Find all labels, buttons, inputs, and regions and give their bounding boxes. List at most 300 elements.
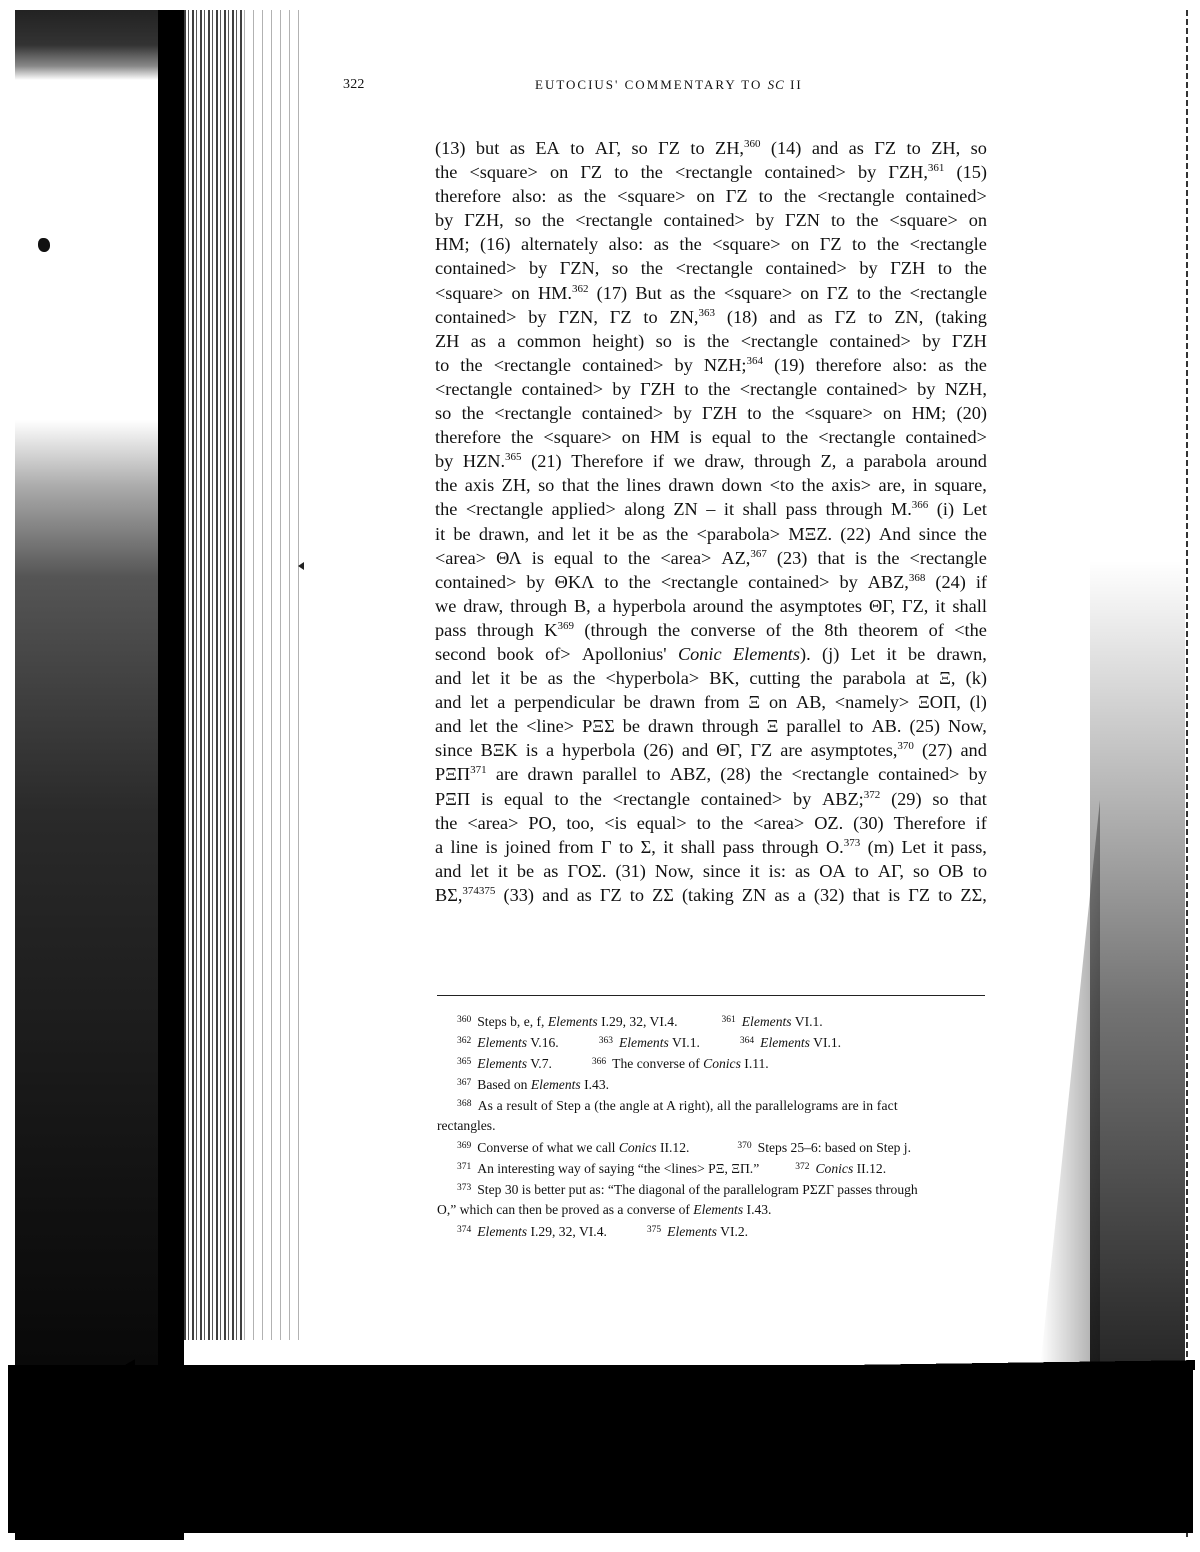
word: it [933, 836, 944, 857]
word: <namely> [834, 692, 910, 713]
word: (30) [853, 812, 884, 833]
word: contained> [435, 258, 517, 279]
text-line [435, 618, 987, 642]
word: the [801, 475, 824, 496]
word: hyperbola [562, 740, 636, 761]
footnote-text: II.12. [656, 1140, 690, 1155]
word: to [852, 234, 867, 255]
word: the [511, 427, 534, 448]
word: ΓZN, [558, 306, 598, 327]
word: Σ, [640, 836, 656, 857]
word: contained> [435, 306, 517, 327]
word: through [825, 499, 883, 520]
footnote-ref: 367 [750, 547, 767, 560]
word: equal [554, 547, 594, 568]
word: contained> [582, 354, 664, 375]
word: (m) [867, 836, 895, 857]
word: by [674, 354, 693, 375]
word: along [624, 499, 665, 520]
text-line [435, 208, 987, 232]
word: is [887, 884, 901, 905]
word: contained> [581, 403, 664, 424]
word: shall [742, 499, 778, 520]
word: the [810, 668, 833, 689]
word: the [771, 403, 795, 424]
word: cutting [749, 668, 801, 689]
footnote-text: I.43. [743, 1202, 772, 1217]
word: the [495, 716, 519, 737]
text-line [435, 136, 987, 160]
footnote-italic: Elements [693, 1202, 744, 1217]
word: (taking [681, 884, 734, 905]
footnote-italic: Conics [618, 1140, 657, 1155]
footnote-italic: Elements [530, 1077, 581, 1092]
word: the [720, 812, 744, 833]
footnote [457, 1077, 609, 1092]
word: as [848, 138, 864, 158]
footnote-rule [437, 995, 985, 996]
word: the [783, 186, 807, 207]
word: around [692, 595, 744, 616]
word: since [702, 860, 741, 881]
word: ΑΓ, [594, 138, 622, 158]
text-line [435, 522, 987, 546]
footnote-line [437, 1052, 987, 1073]
word: by [755, 210, 775, 231]
footnote-number: 365 [457, 1057, 472, 1067]
word: ZH,$^{360}$ [715, 138, 761, 158]
word: parallel [786, 716, 842, 737]
footnotes [437, 1010, 987, 1241]
word: as [543, 860, 559, 881]
footnote [647, 1224, 748, 1239]
word: drawn [527, 764, 574, 785]
word: OA [819, 860, 846, 881]
footnote [457, 1161, 759, 1176]
word: the [435, 812, 458, 833]
footnote-ref: 371 [470, 764, 487, 777]
word: be [907, 643, 926, 664]
word: so [655, 330, 672, 351]
footnote-number: 362 [457, 1036, 472, 1046]
footnote-text: Steps b, e, f, [477, 1014, 548, 1029]
word: contained> [764, 162, 846, 183]
word: perpendicular [514, 692, 615, 713]
word: <square> [723, 282, 793, 303]
word: also: [511, 186, 547, 207]
word: <rectangle [909, 234, 987, 255]
word: we [673, 451, 695, 472]
word: axis [464, 475, 495, 496]
word: by [435, 210, 454, 231]
word: ΓZ [874, 138, 897, 158]
word: by [792, 788, 812, 809]
word: to [937, 258, 952, 279]
text-line [435, 762, 987, 786]
word: as [547, 668, 563, 689]
word: <rectangle [575, 210, 653, 231]
word: (15) [956, 162, 987, 183]
word: ZH, [501, 475, 531, 496]
word: <area> [467, 812, 519, 833]
word: so [611, 258, 629, 279]
word: <square> [617, 186, 686, 207]
word: 8th [824, 619, 848, 640]
word: (23) [776, 547, 808, 568]
footnote-italic: Elements [667, 1224, 717, 1239]
word: converse [690, 619, 756, 640]
text-line [435, 377, 987, 401]
word: (19) [774, 354, 805, 375]
word: the [708, 378, 731, 399]
footnote [457, 1035, 559, 1050]
word: let [470, 860, 489, 881]
word: (24) [935, 571, 966, 592]
word: <square> [435, 282, 504, 303]
footnote-text: O,” which can then be proved as a converse of [437, 1202, 694, 1217]
word: by [922, 330, 941, 351]
word: as [938, 354, 954, 375]
word: as [774, 884, 790, 905]
text-line [435, 738, 987, 762]
footnote-text: VI.1. [791, 1014, 823, 1029]
word: the [964, 258, 987, 279]
word: so [913, 860, 930, 881]
word: so [970, 138, 987, 158]
word: drawn [648, 716, 694, 737]
text-line [435, 883, 987, 907]
word: ΓZ [725, 186, 748, 207]
word: (22) [840, 523, 871, 544]
word: (18) [726, 306, 758, 327]
word: NZH;$^{364}$ [703, 354, 763, 375]
word: and [681, 740, 709, 761]
word: is: [768, 860, 786, 881]
word: alternately [520, 234, 599, 255]
word: in [912, 475, 928, 496]
word: a [797, 884, 806, 905]
footnote-text: I.43. [580, 1077, 610, 1092]
page-edges [184, 10, 244, 1340]
word: <rectangle [660, 571, 739, 592]
word: to [603, 547, 618, 568]
word: But [635, 282, 662, 303]
word: theorem [858, 619, 919, 640]
word: as [642, 523, 658, 544]
word: to [938, 884, 953, 905]
word: <rectangle [435, 378, 513, 399]
word: the [679, 234, 702, 255]
footnote [592, 1056, 769, 1071]
word: (31) [615, 860, 646, 881]
word: <parabola> [696, 523, 781, 544]
word: a [497, 692, 506, 713]
word: <rectangle [612, 788, 690, 809]
book-spine [158, 10, 184, 1540]
word: And [879, 523, 911, 544]
word: the [572, 668, 596, 689]
word: by [839, 571, 858, 592]
footnote-number: 372 [795, 1162, 810, 1172]
word: <the [954, 619, 987, 640]
word: if [975, 571, 987, 592]
footnote-text: Based on [477, 1077, 531, 1092]
word: BΞK [480, 740, 518, 761]
word: to [690, 138, 705, 158]
footnote [795, 1161, 886, 1176]
running-title [535, 77, 803, 93]
word: the [879, 282, 902, 303]
word: equal [711, 427, 752, 448]
word: by [528, 306, 547, 327]
word: of [928, 619, 944, 640]
scan-shadow-bottom [8, 1365, 1193, 1533]
word: (16) [480, 234, 511, 255]
footnote-ref: 360 [743, 138, 761, 150]
word: ΓZH [951, 330, 987, 351]
word: Apollonius' [582, 643, 667, 664]
footnote-text: II.12. [853, 1161, 887, 1176]
word: (21) [531, 451, 562, 472]
word: so [631, 138, 648, 158]
word: (28) [720, 764, 751, 785]
word: ABZ,$^{368}$ [867, 571, 926, 592]
word: the [750, 595, 773, 616]
word: square, [934, 475, 987, 496]
footnote-ref: 361 [927, 162, 945, 175]
italic-title: Conic [677, 643, 722, 664]
footnote-line [437, 1010, 987, 1031]
word: equal [504, 788, 544, 809]
word: as [557, 186, 573, 207]
word: it [435, 523, 446, 544]
word: <rectangle [818, 427, 896, 448]
word: ΓZ [658, 138, 680, 158]
text-line [435, 256, 987, 280]
footnote [457, 1182, 918, 1197]
word: parabola [842, 668, 906, 689]
word: Elements). [732, 643, 811, 664]
word: common [517, 330, 581, 351]
word: ΓZ [609, 306, 632, 327]
word: the [693, 282, 716, 303]
word: PO, [528, 812, 557, 833]
text-line [435, 497, 987, 521]
word: contained> [765, 258, 847, 279]
word: be [516, 860, 535, 881]
word: draw, [463, 595, 504, 616]
word: HM; [911, 403, 947, 424]
word: we [435, 595, 457, 616]
word: ΞΟΠ, [918, 692, 961, 713]
footnote-italic: Elements [618, 1035, 669, 1050]
word: by [528, 258, 548, 279]
word: to [619, 836, 634, 857]
text-line [435, 859, 987, 883]
word: and [435, 716, 462, 737]
footnote-number: 367 [457, 1078, 472, 1088]
word: so [932, 788, 949, 809]
word: equal> [636, 812, 687, 833]
word: it [497, 860, 508, 881]
word: pass [785, 499, 818, 520]
word: Let [901, 836, 926, 857]
word: drawn [668, 475, 715, 496]
word: to [747, 403, 762, 424]
word: is [531, 547, 544, 568]
word: by [612, 378, 631, 399]
footnote [457, 1098, 898, 1113]
word: ΡΞΠ [435, 788, 471, 809]
word: pass [722, 836, 755, 857]
word: drawn, [936, 643, 987, 664]
word: at [915, 668, 930, 689]
word: ΡΞΠ$^{371}$ [435, 764, 487, 785]
text-line [435, 160, 987, 184]
word: by [857, 162, 877, 183]
word: ΓZ [834, 306, 857, 327]
word: parabola [863, 451, 927, 472]
footnote-line [437, 1031, 987, 1052]
running-title-italic: SC [767, 77, 785, 92]
word: (l) [969, 692, 987, 713]
word: be [520, 668, 538, 689]
word: it [935, 595, 946, 616]
footnote-ref: 364 [746, 354, 763, 367]
word: (33) [503, 884, 534, 905]
footnote-text: Step 30 is better put as: “The diagonal of the parallelogram ΡΣZΓ passes through [477, 1182, 918, 1197]
word: <rectangle [817, 186, 895, 207]
footnote-line [437, 1220, 987, 1241]
word: draw, [704, 451, 745, 472]
word: that [817, 547, 845, 568]
text-line [435, 666, 987, 690]
word: ZN [673, 499, 698, 520]
word: Therefore [893, 812, 966, 833]
word: a [597, 595, 606, 616]
word: ZN,$^{363}$ [669, 306, 715, 327]
word: ABZ, [669, 764, 712, 785]
word: the [435, 475, 458, 496]
word: ΓΟΣ. [567, 860, 607, 881]
word: as [576, 884, 592, 905]
text-line [435, 473, 987, 497]
text-line [435, 425, 987, 449]
word: <rectangle [675, 162, 753, 183]
word: shall [680, 836, 716, 857]
word: to [830, 210, 846, 231]
footnote [740, 1035, 841, 1050]
footnote-ref: 372 [863, 788, 881, 801]
text-line [435, 835, 987, 859]
word: so [435, 403, 452, 424]
word: and [811, 138, 839, 158]
word: second [435, 643, 486, 664]
word: (i) [936, 499, 955, 520]
word: OZ. [814, 812, 844, 833]
word: to [435, 354, 450, 375]
word: <rectangle [740, 330, 818, 351]
word: <rectangle [791, 764, 869, 785]
footnote-number: 370 [737, 1141, 752, 1151]
word: the [964, 523, 987, 544]
footnote-number: 375 [646, 1225, 662, 1235]
text-line [435, 570, 987, 594]
word: that [561, 475, 590, 496]
word: to [684, 378, 699, 399]
word: by [435, 451, 454, 472]
footnote-continuation [437, 1199, 987, 1220]
word: Let [850, 643, 876, 664]
word: contained> [826, 378, 908, 399]
word: <hyperbola> [605, 668, 700, 689]
word: is [485, 836, 498, 857]
word: joined [504, 836, 551, 857]
word: on [883, 403, 902, 424]
word: on [511, 282, 530, 303]
word: ΓZ [908, 884, 930, 905]
word: to [758, 186, 773, 207]
word: line [450, 836, 478, 857]
word: contained> [700, 788, 783, 809]
word: as [470, 330, 487, 351]
word: <square> [712, 234, 781, 255]
word: through [476, 619, 534, 640]
word: so [514, 210, 531, 231]
footnote-ref: 373 [843, 836, 861, 849]
footnote-italic: Conics [815, 1161, 854, 1176]
footnote-ref: 366 [911, 499, 929, 512]
word: through [754, 451, 811, 472]
word: shall [952, 595, 987, 616]
word: since [918, 523, 957, 544]
word: it [663, 836, 674, 857]
footnote-text: I.29, 32, VI.4. [597, 1014, 678, 1029]
word: the [435, 499, 458, 520]
word: Ξ [766, 716, 779, 737]
word: <square> [469, 162, 538, 183]
text-line [435, 546, 987, 570]
word: through [510, 595, 568, 616]
word: of [765, 619, 782, 640]
word: and [537, 523, 564, 544]
word: a [435, 836, 444, 857]
word: <area> [753, 812, 805, 833]
word: BK, [709, 668, 740, 689]
word: and [960, 740, 987, 761]
footnote-number: 368 [457, 1099, 472, 1109]
footnote-ref: 365 [505, 451, 522, 464]
word: to [629, 884, 644, 905]
word: Z, [820, 451, 837, 472]
word: to [570, 138, 585, 158]
word: the [657, 619, 681, 640]
word: book [497, 643, 534, 664]
word: contained> [829, 330, 911, 351]
word: – [706, 499, 716, 520]
word: a [497, 330, 506, 351]
word: if [652, 451, 665, 472]
footnote-italic: Elements [547, 1014, 598, 1029]
word: <rectangle [494, 403, 572, 424]
footnote-text: I.29, 32, VI.4. [527, 1224, 607, 1239]
footnote-text: As a result of Step a (the angle at A right), all the parallelograms are in fact [477, 1098, 898, 1113]
word: ZH, [931, 138, 961, 158]
word: by [917, 378, 936, 399]
word: Now, [654, 860, 694, 881]
text-line [435, 329, 987, 353]
word: HM; [435, 234, 470, 255]
